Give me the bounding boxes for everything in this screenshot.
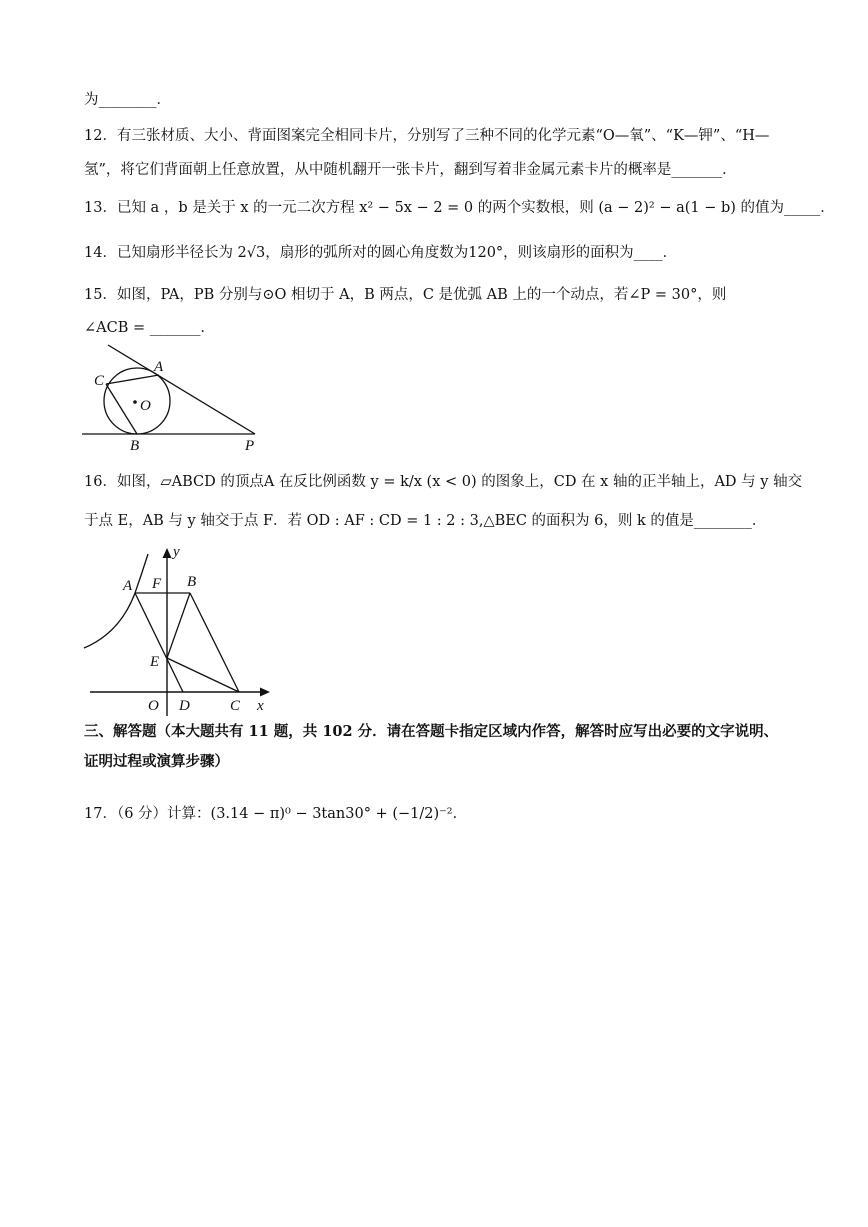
label-a: A [154,359,164,375]
q14: 14．已知扇形半径长为 2√3，扇形的弧所对的圆心角度数为120°，则该扇形的面积为____． [84,245,678,261]
section3-heading-line2: 证明过程或演算步骤） [84,753,229,770]
q12-line2: 氢”，将它们背面朝上任意放置，从中随机翻开一张卡片，翻到写着非金属元素卡片的概率是_______． [84,162,737,178]
segment-ad [135,593,183,692]
q16-line2: 于点 E，AB 与 y 轴交于点 F．若 OD : AF : CD = 1 : 2 : 3,△BEC 的面积为 6，则 k 的值是________． [84,513,767,529]
point-o [133,400,137,404]
q12-line1: 12．有三张材质、大小、背面图案完全相同卡片，分别写了三种不同的化学元素“O—氧”、“K—钾”、“H— [84,128,770,144]
label-a: A [123,578,133,594]
q15-line1: 15．如图，PA，PB 分别与⊙O 相切于 A，B 两点，C 是优弧 AB 上的一个动点，若∠P = 30°，则 [84,287,727,303]
chord-ca [106,375,159,384]
segment-ec [167,658,239,692]
x-axis-arrow [260,688,270,697]
label-b: B [187,574,197,590]
segment-be [167,593,190,658]
chord-cb [106,384,137,434]
q15-line2: ∠ACB = _______． [84,320,215,336]
label-d: D [179,698,190,714]
label-o: O [148,698,159,714]
q15-figure [80,340,280,455]
q13: 13．已知 a ，b 是关于 x 的一元二次方程 x² − 5x − 2 = 0 的两个实数根，则 (a − 2)² − a(1 − b) 的值为_____． [84,200,835,216]
q16-line1: 16．如图，▱ABCD 的顶点A 在反比例函数 y = k/x (x < 0) 的图象上，CD 在 x 轴的正半轴上，AD 与 y 轴交 [84,474,803,490]
q17: 17．（6 分）计算：(3.14 − π)⁰ − 3tan30° + (−1/2)⁻²． [84,806,468,822]
label-y: y [173,544,180,560]
label-p: P [245,438,255,454]
label-x: x [257,698,264,714]
label-f: F [152,576,162,592]
label-b: B [130,438,140,454]
circle-o [104,368,170,434]
label-o: O [140,398,151,414]
segment-bc [190,593,239,692]
label-c: C [230,698,241,714]
label-e: E [150,654,160,670]
q16-figure [80,538,280,718]
line-pa [108,345,255,434]
y-axis-arrow [163,548,172,558]
section3-heading-line1: 三、解答题（本大题共有 11 题，共 102 分．请在答题卡指定区域内作答，解答时应写出必要的文字说明、 [84,723,779,740]
label-c: C [94,373,105,389]
q11-tail: 为________． [84,92,171,108]
